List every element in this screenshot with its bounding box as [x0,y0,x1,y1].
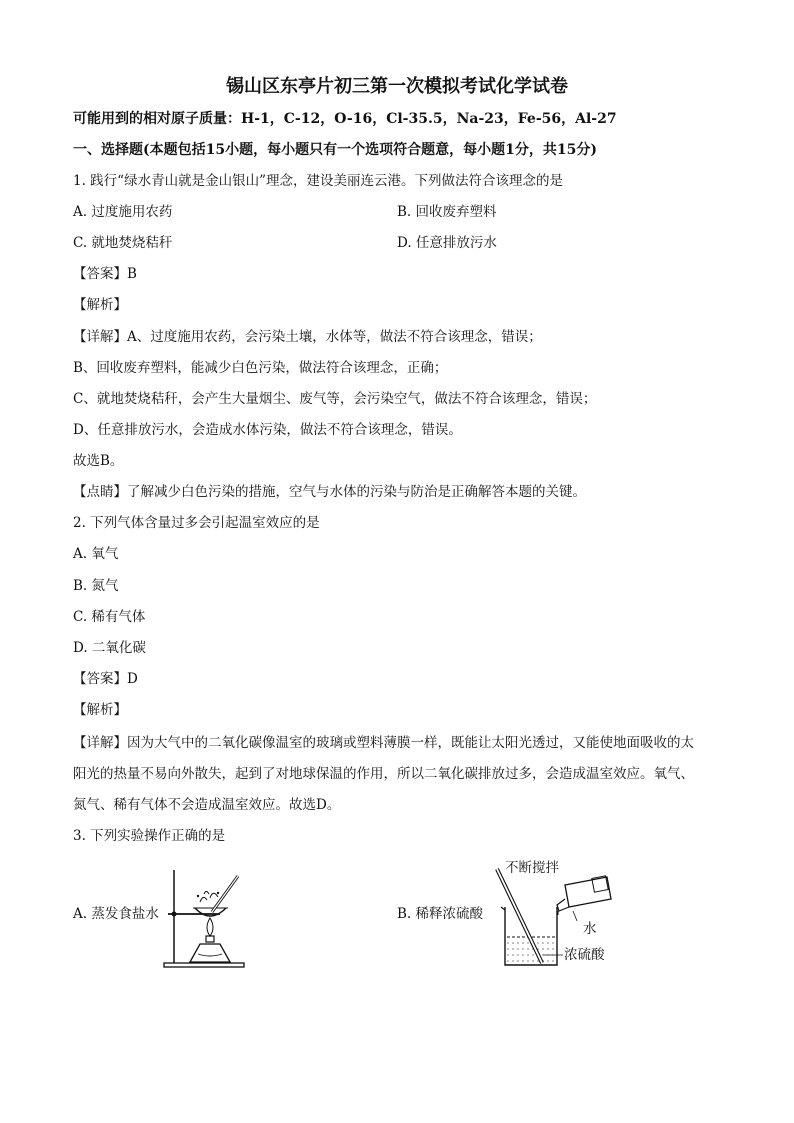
q2-option-a: A. 氧气 [73,546,119,562]
q2-option-d: D. 二氧化碳 [73,640,146,656]
q2-analysis-heading: 【解析】 [73,702,127,718]
q1-answer: 【答案】B [73,266,137,282]
label-concentrated-sulfuric-acid: 浓硫酸 [564,947,605,963]
q1-detail-4: D、任意排放污水，会造成水体污染，做法不符合该理念，错误。 [73,422,462,438]
q1-conclusion: 故选B。 [73,453,124,469]
q2-option-b: B. 氮气 [73,578,119,594]
q2-detail-3: 氮气、稀有气体不会造成温室效应。故选D。 [73,797,341,813]
q2-stem: 2. 下列气体含量过多会引起温室效应的是 [73,515,320,531]
label-stir-constantly: 不断搅拌 [505,860,559,876]
q1-option-b: B. 回收废弃塑料 [397,204,497,220]
evaporation-apparatus-diagram [160,868,270,973]
q3-option-b: B. 稀释浓硫酸 [397,906,484,922]
q3-option-a: A. 蒸发食盐水 [73,906,159,922]
label-water: 水 [583,921,597,937]
q2-answer: 【答案】D [73,671,138,687]
q1-option-c: C. 就地焚烧秸秆 [73,235,173,251]
section-heading: 一、选择题(本题包括15小题，每小题只有一个选项符合题意，每小题1分，共15分) [73,142,597,158]
q1-detail-2: B、回收废弃塑料，能减少白色污染，做法符合该理念，正确； [73,360,448,376]
q1-detail-1: 【详解】A、过度施用农药，会污染土壤，水体等，做法不符合该理念，错误； [73,329,542,345]
q1-analysis-heading: 【解析】 [73,297,127,313]
atomic-masses: 可能用到的相对原子质量：H-1，C-12，O-16，Cl-35.5，Na-23，Fe-56，Al-27 [73,111,617,127]
q1-option-a: A. 过度施用农药 [73,204,173,220]
q3-stem: 3. 下列实验操作正确的是 [73,828,226,844]
q2-detail-2: 阳光的热量不易向外散失，起到了对地球保温的作用，所以二氧化碳排放过多，会造成温室效应。氧气、 [73,766,694,782]
q2-option-c: C. 稀有气体 [73,609,146,625]
q1-stem: 1. 践行“绿水青山就是金山银山”理念，建设美丽连云港。下列做法符合该理念的是 [73,173,563,189]
q1-comment: 【点睛】了解减少白色污染的措施，空气与水体的污染与防治是正确解答本题的关键。 [73,484,586,500]
q1-option-d: D. 任意排放污水 [397,235,497,251]
q1-detail-3: C、就地焚烧秸秆，会产生大量烟尘、废气等，会污染空气，做法不符合该理念，错误； [73,391,597,407]
q2-detail-1: 【详解】因为大气中的二氧化碳像温室的玻璃或塑料薄膜一样，既能让太阳光透过，又能使地面吸收的太 [73,735,694,751]
exam-title: 锡山区东亭片初三第一次模拟考试化学试卷 [226,76,568,97]
